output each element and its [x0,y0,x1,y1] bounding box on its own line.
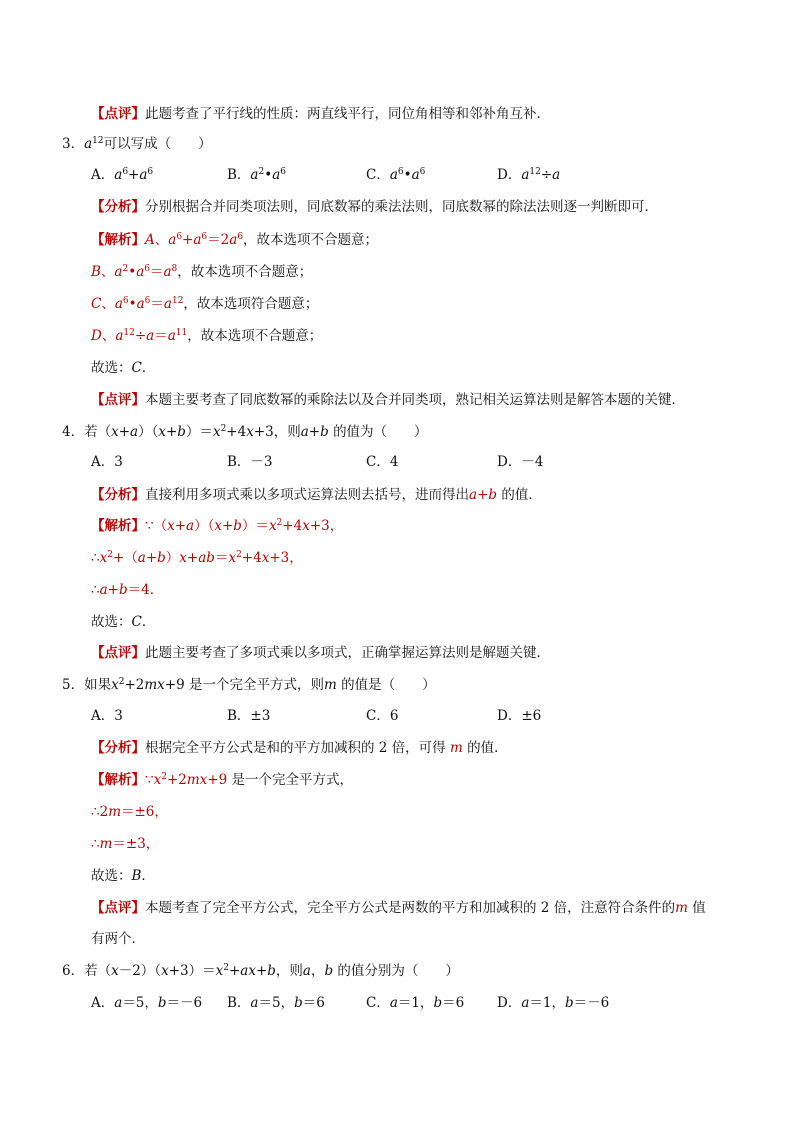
option-a: A．a＝5，b＝－6 [91,995,203,1011]
question-3-analysis: 【分析】分别根据合并同类项法则，同底数幂的乘法法则，同底数幂的除法法则逐一判断即可． [91,199,658,215]
question-4-solution-2: $\therefore x^2+(a+b)x+ab=x^2+4x+3$， [91,550,303,566]
question-4-stem: 4．若$(x+a)(x+b)=x^2+4x+3$，则a+b 的值为（ ） [62,424,428,440]
question-3-choice: 故选：C． [91,360,156,376]
option-d: D．$a^{12}\div a$ [497,167,561,183]
question-5-solution-2: ∴2m＝±6， [91,804,168,820]
question-3-solution-b: B、$a^2•a^6=a^8$，故本选项不合题意； [91,264,313,280]
question-5-comment-line-1: 【点评】本题考查了完全平方公式，完全平方公式是两数的平方和加减积的 2 倍，注意符合条件的m 值 [91,900,706,916]
option-a: A．$a^6+a^6$ [91,167,154,183]
question-5-choice: 故选：B． [91,868,155,884]
question-4-solution-3: ∴a+b＝4． [91,582,164,598]
question-3-solution-d: D、$a^{12}\div a=a^{11}$，故本选项不合题意； [91,328,323,344]
option-b: B．－3 [227,454,273,470]
question-6-stem: 6．若$(x-2)(x+3)=x^2+ax+b$，则a，b 的值分别为（ ） [62,963,459,979]
option-b: B．a＝5，b＝6 [227,995,325,1011]
question-3-comment: 【点评】本题主要考查了同底数幂的乘除法以及合并同类项，熟记相关运算法则是解答本题的关键． [91,392,685,408]
question-5-stem: 5．如果$x^2+2mx+9$ 是一个完全平方式，则m 的值是（ ） [62,677,436,693]
question-4-choice: 故选：C． [91,614,156,630]
option-a: A．3 [91,708,123,724]
option-c: C．6 [366,708,399,724]
q2-comment: 【点评】此题考查了平行线的性质：两直线平行，同位角相等和邻补角互补． [91,106,550,122]
option-d: D．a＝1，b＝－6 [497,995,610,1011]
question-4-solution-1: 【解析】$\because(x+a)(x+b)=x^2+4x+3$， [91,518,344,534]
question-5-solution-1: 【解析】$\because x^2+2mx+9$ 是一个完全平方式， [91,772,353,788]
question-5-analysis: 【分析】根据完全平方公式是和的平方加减积的 2 倍，可得 m 的值． [91,740,508,756]
question-5-comment-line-2: 有两个． [91,931,145,947]
question-4-comment: 【点评】此题主要考查了多项式乘以多项式，正确掌握运算法则是解题关键． [91,645,550,661]
question-3-stem: 3．$a^{12}$可以写成（ ） [62,136,212,152]
question-4-analysis: 【分析】直接利用多项式乘以多项式运算法则去括号，进而得出a+b 的值． [91,487,542,503]
question-5-solution-3: ∴m＝±3， [91,836,160,852]
question-3-solution-c: C、$a^6•a^6=a^{12}$，故本选项符合题意； [91,296,319,312]
question-3-solution-a: 【解析】A、$a^6+a^6=2a^6$，故本选项不合题意； [91,232,379,248]
option-c: C．$a^6•a^6$ [366,167,426,183]
option-a: A．3 [91,454,123,470]
option-c: C．4 [366,454,399,470]
comment-tag: 【点评】 [91,106,145,122]
option-b: B．±3 [227,708,271,724]
option-b: B．$a^2•a^6$ [227,167,286,183]
option-c: C．a＝1，b＝6 [366,995,465,1011]
option-d: D．－4 [497,454,544,470]
option-d: D．±6 [497,708,542,724]
